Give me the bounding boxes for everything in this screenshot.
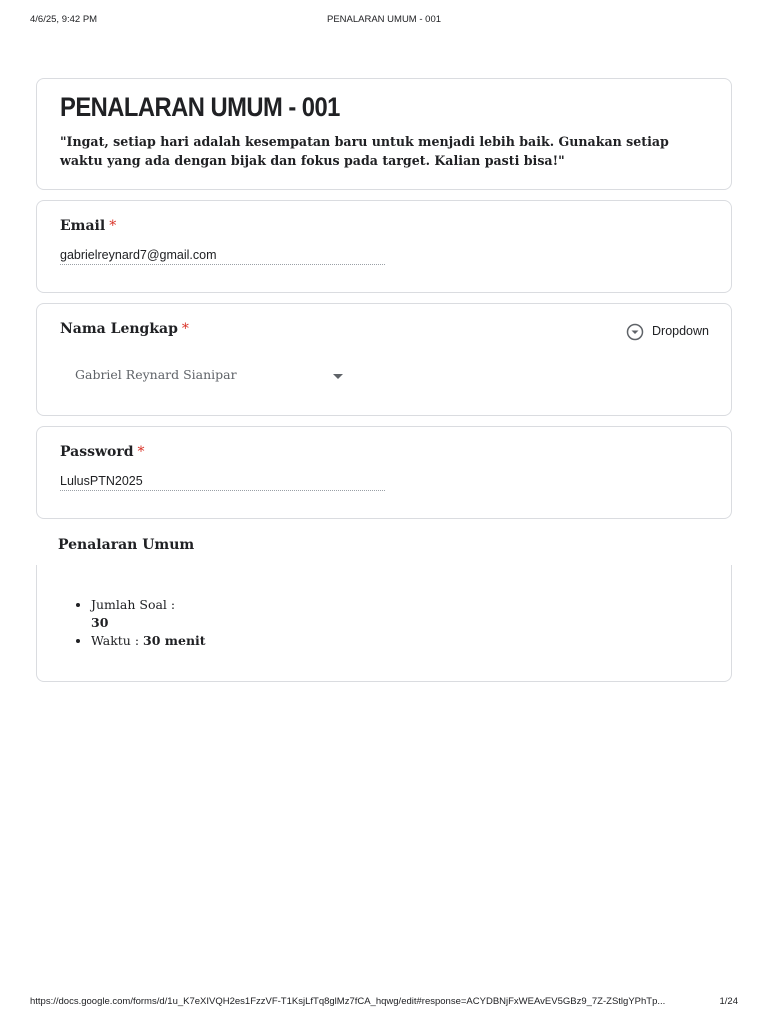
- question-label: [60, 444, 145, 460]
- page-number: 1/24: [719, 996, 738, 1007]
- password-answer[interactable]: LulusPTN2025: [60, 474, 385, 491]
- form-description: "Ingat, setiap hari adalah kesempatan baru untuk menjadi lebih baik. Gunakan setiap waktu yang ada dengan bijak dan fokus pada target. Kalian pasti bisa!": [60, 134, 669, 168]
- page-url: https://docs.google.com/forms/d/1u_K7eXIVQH2es1FzzVF-T1KsjLfTq8glMz7fCA_hqwg/edit#response=ACYDBNjFxWEAvEV5GBz9_7Z-ZStlgYPhTp...: [30, 996, 666, 1007]
- list-item-jumlah-soal: [91, 596, 206, 632]
- question-email: [36, 200, 732, 293]
- waktu-value: 30 menit: [143, 633, 206, 648]
- section-description: [36, 565, 732, 682]
- list-item-waktu: [91, 632, 206, 650]
- section-info-list: [91, 596, 206, 650]
- question-type-label: Dropdown: [652, 324, 709, 338]
- jumlah-soal-label: Jumlah Soal :: [91, 597, 176, 612]
- print-title: PENALARAN UMUM - 001: [326, 14, 442, 25]
- question-type-indicator: [626, 323, 709, 339]
- password-label: Password: [60, 444, 134, 460]
- print-header: [30, 14, 738, 28]
- jumlah-soal-value: 30: [91, 615, 109, 630]
- question-label: [60, 218, 116, 234]
- form-header-card: [36, 78, 732, 190]
- selected-value: Gabriel Reynard Sianipar: [75, 367, 237, 382]
- email-label: Email: [60, 218, 106, 234]
- required-asterisk: *: [109, 218, 117, 234]
- nama-lengkap-label: Nama Lengkap: [60, 321, 178, 337]
- required-asterisk: *: [181, 321, 189, 337]
- question-nama-lengkap: [36, 303, 732, 416]
- waktu-label: Waktu :: [91, 633, 144, 648]
- caret-down-icon[interactable]: [333, 374, 343, 379]
- question-label: [60, 321, 189, 337]
- print-datetime: 4/6/25, 9:42 PM: [30, 14, 98, 25]
- nama-lengkap-select[interactable]: [75, 367, 343, 387]
- form-title: PENALARAN UMUM - 001: [60, 92, 340, 122]
- email-answer[interactable]: gabrielreynard7@gmail.com: [60, 248, 385, 265]
- question-password: [36, 426, 732, 519]
- print-footer: [30, 996, 738, 1010]
- required-asterisk: *: [137, 444, 145, 460]
- section-title: Penalaran Umum: [58, 537, 195, 553]
- dropdown-circle-icon: [626, 323, 642, 339]
